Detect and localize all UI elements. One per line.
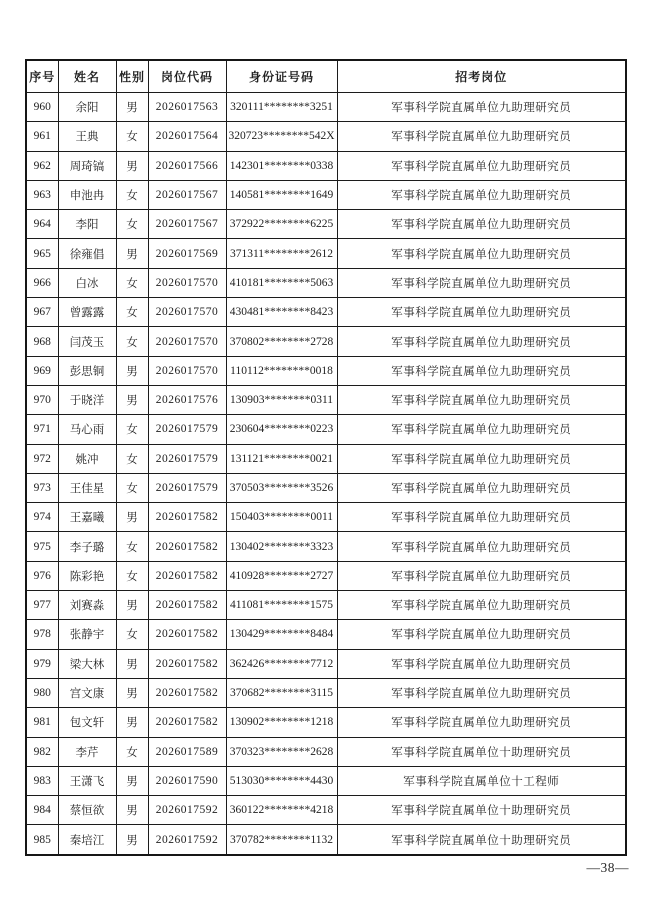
cell-gender: 男 <box>116 649 148 678</box>
cell-position-code: 2026017592 <box>148 796 226 825</box>
cell-recruit-position: 军事科学院直属单位十工程师 <box>337 766 626 795</box>
cell-id-number: 370782********1132 <box>226 825 337 855</box>
cell-recruit-position: 军事科学院直属单位九助理研究员 <box>337 620 626 649</box>
table-row <box>26 708 626 737</box>
cell-name: 申池冉 <box>58 180 116 209</box>
cell-id-number: 320111********3251 <box>226 93 337 122</box>
cell-serial: 979 <box>26 649 58 678</box>
cell-serial: 961 <box>26 122 58 151</box>
cell-name: 周琦镐 <box>58 151 116 180</box>
cell-serial: 968 <box>26 327 58 356</box>
cell-name: 宫文康 <box>58 678 116 707</box>
cell-position-code: 2026017582 <box>148 649 226 678</box>
cell-recruit-position: 军事科学院直属单位九助理研究员 <box>337 708 626 737</box>
cell-gender: 男 <box>116 708 148 737</box>
cell-position-code: 2026017582 <box>148 591 226 620</box>
table-row <box>26 825 626 855</box>
cell-gender: 女 <box>116 268 148 297</box>
cell-gender: 男 <box>116 385 148 414</box>
table-row <box>26 122 626 151</box>
cell-serial: 960 <box>26 93 58 122</box>
cell-gender: 男 <box>116 239 148 268</box>
cell-position-code: 2026017590 <box>148 766 226 795</box>
cell-serial: 975 <box>26 532 58 561</box>
column-header-gender: 性别 <box>116 60 148 93</box>
table-row <box>26 796 626 825</box>
cell-serial: 965 <box>26 239 58 268</box>
cell-gender: 女 <box>116 298 148 327</box>
cell-id-number: 372922********6225 <box>226 210 337 239</box>
cell-name: 于晓洋 <box>58 385 116 414</box>
table-row <box>26 561 626 590</box>
cell-recruit-position: 军事科学院直属单位九助理研究员 <box>337 444 626 473</box>
cell-name: 彭思铜 <box>58 356 116 385</box>
cell-recruit-position: 军事科学院直属单位九助理研究员 <box>337 239 626 268</box>
table-row <box>26 151 626 180</box>
cell-position-code: 2026017570 <box>148 356 226 385</box>
cell-id-number: 230604********0223 <box>226 415 337 444</box>
cell-gender: 男 <box>116 766 148 795</box>
cell-serial: 983 <box>26 766 58 795</box>
cell-serial: 985 <box>26 825 58 855</box>
cell-gender: 男 <box>116 503 148 532</box>
column-header-id-number: 身份证号码 <box>226 60 337 93</box>
cell-serial: 963 <box>26 180 58 209</box>
table-row <box>26 210 626 239</box>
cell-gender: 女 <box>116 210 148 239</box>
table-row <box>26 180 626 209</box>
column-header-recruit-position: 招考岗位 <box>337 60 626 93</box>
cell-id-number: 130402********3323 <box>226 532 337 561</box>
cell-position-code: 2026017579 <box>148 473 226 502</box>
cell-position-code: 2026017582 <box>148 678 226 707</box>
table-row <box>26 356 626 385</box>
cell-name: 张静宇 <box>58 620 116 649</box>
cell-position-code: 2026017567 <box>148 210 226 239</box>
cell-serial: 966 <box>26 268 58 297</box>
cell-position-code: 2026017582 <box>148 532 226 561</box>
cell-gender: 女 <box>116 444 148 473</box>
cell-recruit-position: 军事科学院直属单位九助理研究员 <box>337 503 626 532</box>
cell-serial: 964 <box>26 210 58 239</box>
cell-recruit-position: 军事科学院直属单位九助理研究员 <box>337 678 626 707</box>
cell-id-number: 110112********0018 <box>226 356 337 385</box>
cell-name: 徐雍倡 <box>58 239 116 268</box>
cell-id-number: 370682********3115 <box>226 678 337 707</box>
table-row <box>26 532 626 561</box>
cell-name: 梁大林 <box>58 649 116 678</box>
cell-position-code: 2026017592 <box>148 825 226 855</box>
cell-id-number: 140581********1649 <box>226 180 337 209</box>
cell-recruit-position: 军事科学院直属单位九助理研究员 <box>337 122 626 151</box>
cell-name: 王潇飞 <box>58 766 116 795</box>
cell-recruit-position: 军事科学院直属单位九助理研究员 <box>337 180 626 209</box>
cell-recruit-position: 军事科学院直属单位九助理研究员 <box>337 415 626 444</box>
cell-gender: 男 <box>116 356 148 385</box>
cell-position-code: 2026017576 <box>148 385 226 414</box>
cell-position-code: 2026017566 <box>148 151 226 180</box>
cell-name: 姚冲 <box>58 444 116 473</box>
cell-recruit-position: 军事科学院直属单位九助理研究员 <box>337 649 626 678</box>
cell-gender: 男 <box>116 678 148 707</box>
column-header-position-code: 岗位代码 <box>148 60 226 93</box>
table-row <box>26 649 626 678</box>
cell-id-number: 130902********1218 <box>226 708 337 737</box>
cell-gender: 女 <box>116 561 148 590</box>
cell-recruit-position: 军事科学院直属单位九助理研究员 <box>337 473 626 502</box>
cell-gender: 男 <box>116 591 148 620</box>
cell-id-number: 130429********8484 <box>226 620 337 649</box>
cell-id-number: 370323********2628 <box>226 737 337 766</box>
cell-id-number: 360122********4218 <box>226 796 337 825</box>
cell-serial: 967 <box>26 298 58 327</box>
table-row <box>26 268 626 297</box>
table-row <box>26 620 626 649</box>
cell-name: 李芹 <box>58 737 116 766</box>
table-row <box>26 444 626 473</box>
cell-serial: 970 <box>26 385 58 414</box>
cell-name: 王佳星 <box>58 473 116 502</box>
cell-position-code: 2026017570 <box>148 298 226 327</box>
cell-serial: 982 <box>26 737 58 766</box>
cell-gender: 女 <box>116 327 148 356</box>
cell-position-code: 2026017579 <box>148 444 226 473</box>
cell-recruit-position: 军事科学院直属单位九助理研究员 <box>337 268 626 297</box>
cell-id-number: 142301********0338 <box>226 151 337 180</box>
cell-name: 蔡恒欲 <box>58 796 116 825</box>
cell-id-number: 410928********2727 <box>226 561 337 590</box>
cell-position-code: 2026017563 <box>148 93 226 122</box>
cell-name: 李子璐 <box>58 532 116 561</box>
cell-name: 闫茂玉 <box>58 327 116 356</box>
cell-serial: 971 <box>26 415 58 444</box>
cell-recruit-position: 军事科学院直属单位九助理研究员 <box>337 385 626 414</box>
cell-position-code: 2026017582 <box>148 708 226 737</box>
cell-gender: 男 <box>116 93 148 122</box>
column-header-serial: 序号 <box>26 60 58 93</box>
cell-id-number: 370503********3526 <box>226 473 337 502</box>
cell-id-number: 430481********8423 <box>226 298 337 327</box>
cell-recruit-position: 军事科学院直属单位九助理研究员 <box>337 532 626 561</box>
cell-id-number: 410181********5063 <box>226 268 337 297</box>
cell-id-number: 320723********542X <box>226 122 337 151</box>
cell-recruit-position: 军事科学院直属单位九助理研究员 <box>337 93 626 122</box>
cell-id-number: 411081********1575 <box>226 591 337 620</box>
cell-recruit-position: 军事科学院直属单位九助理研究员 <box>337 327 626 356</box>
cell-serial: 980 <box>26 678 58 707</box>
cell-id-number: 513030********4430 <box>226 766 337 795</box>
cell-name: 包文轩 <box>58 708 116 737</box>
cell-name: 白冰 <box>58 268 116 297</box>
cell-gender: 女 <box>116 180 148 209</box>
cell-id-number: 370802********2728 <box>226 327 337 356</box>
cell-serial: 974 <box>26 503 58 532</box>
cell-serial: 962 <box>26 151 58 180</box>
cell-gender: 男 <box>116 825 148 855</box>
cell-position-code: 2026017564 <box>148 122 226 151</box>
candidate-table <box>25 59 627 856</box>
table-row <box>26 327 626 356</box>
cell-position-code: 2026017582 <box>148 503 226 532</box>
cell-serial: 973 <box>26 473 58 502</box>
cell-name: 王典 <box>58 122 116 151</box>
cell-recruit-position: 军事科学院直属单位九助理研究员 <box>337 210 626 239</box>
cell-position-code: 2026017570 <box>148 327 226 356</box>
table-row <box>26 766 626 795</box>
cell-name: 余阳 <box>58 93 116 122</box>
cell-recruit-position: 军事科学院直属单位九助理研究员 <box>337 591 626 620</box>
cell-serial: 969 <box>26 356 58 385</box>
cell-serial: 972 <box>26 444 58 473</box>
table-row <box>26 298 626 327</box>
cell-serial: 977 <box>26 591 58 620</box>
cell-name: 李阳 <box>58 210 116 239</box>
cell-recruit-position: 军事科学院直属单位九助理研究员 <box>337 561 626 590</box>
table-row <box>26 591 626 620</box>
cell-recruit-position: 军事科学院直属单位九助理研究员 <box>337 356 626 385</box>
cell-id-number: 131121********0021 <box>226 444 337 473</box>
cell-recruit-position: 军事科学院直属单位十助理研究员 <box>337 737 626 766</box>
page-number: —38— <box>586 860 629 875</box>
cell-gender: 女 <box>116 737 148 766</box>
table-row <box>26 737 626 766</box>
cell-id-number: 371311********2612 <box>226 239 337 268</box>
cell-position-code: 2026017582 <box>148 561 226 590</box>
cell-gender: 男 <box>116 151 148 180</box>
cell-id-number: 130903********0311 <box>226 385 337 414</box>
cell-position-code: 2026017582 <box>148 620 226 649</box>
cell-recruit-position: 军事科学院直属单位十助理研究员 <box>337 796 626 825</box>
cell-name: 刘赛淼 <box>58 591 116 620</box>
cell-id-number: 150403********0011 <box>226 503 337 532</box>
cell-id-number: 362426********7712 <box>226 649 337 678</box>
cell-gender: 女 <box>116 415 148 444</box>
table-row <box>26 473 626 502</box>
cell-name: 马心雨 <box>58 415 116 444</box>
cell-serial: 976 <box>26 561 58 590</box>
cell-serial: 981 <box>26 708 58 737</box>
table-row <box>26 678 626 707</box>
cell-gender: 女 <box>116 122 148 151</box>
cell-position-code: 2026017579 <box>148 415 226 444</box>
table-row <box>26 385 626 414</box>
cell-serial: 978 <box>26 620 58 649</box>
cell-gender: 女 <box>116 473 148 502</box>
cell-name: 陈彩艳 <box>58 561 116 590</box>
header-row <box>26 60 626 93</box>
column-header-name: 姓名 <box>58 60 116 93</box>
table-row <box>26 239 626 268</box>
cell-position-code: 2026017589 <box>148 737 226 766</box>
cell-gender: 女 <box>116 620 148 649</box>
cell-position-code: 2026017570 <box>148 268 226 297</box>
cell-name: 王嘉曦 <box>58 503 116 532</box>
cell-recruit-position: 军事科学院直属单位九助理研究员 <box>337 298 626 327</box>
cell-position-code: 2026017567 <box>148 180 226 209</box>
table-row <box>26 415 626 444</box>
table-body <box>26 93 626 855</box>
cell-serial: 984 <box>26 796 58 825</box>
table-row <box>26 93 626 122</box>
cell-gender: 女 <box>116 532 148 561</box>
cell-name: 曾露露 <box>58 298 116 327</box>
cell-name: 秦培江 <box>58 825 116 855</box>
cell-recruit-position: 军事科学院直属单位十助理研究员 <box>337 825 626 855</box>
table-row <box>26 503 626 532</box>
cell-recruit-position: 军事科学院直属单位九助理研究员 <box>337 151 626 180</box>
cell-position-code: 2026017569 <box>148 239 226 268</box>
cell-gender: 男 <box>116 796 148 825</box>
